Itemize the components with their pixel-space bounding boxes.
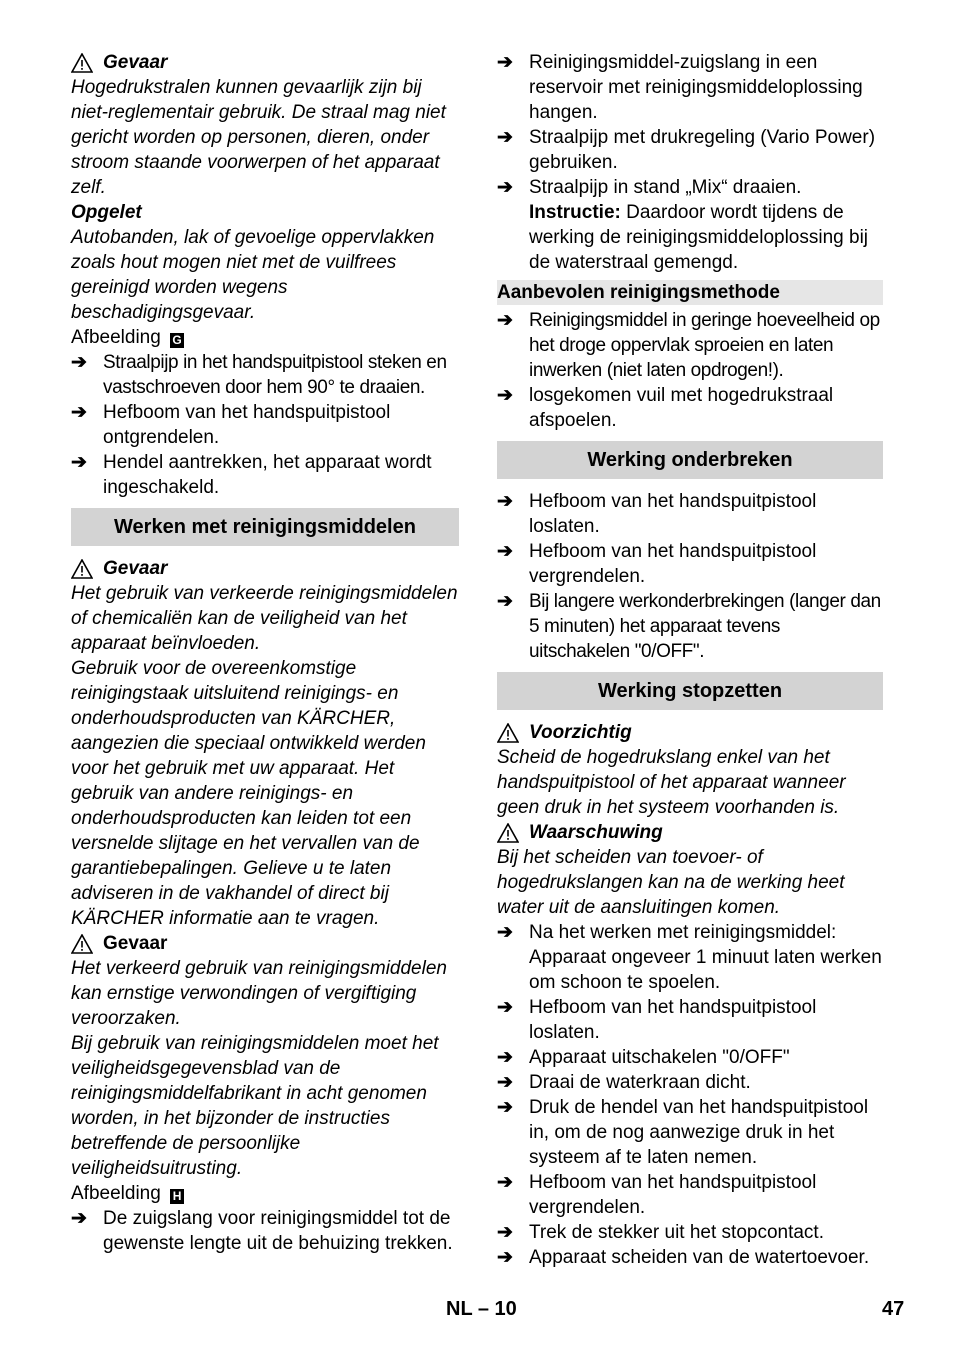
warning-text: Hogedrukstralen kunnen gevaarlijk zijn bij niet-reglementair gebruik. De straal mag niet gericht worden op personen, dieren, onder stroom staande voorwerpen of het apparaat zelf.: [71, 77, 446, 198]
warning-heading: [497, 820, 883, 845]
warning-heading: [71, 556, 459, 581]
figure-reference: [71, 1181, 459, 1206]
list-item: [71, 450, 459, 500]
arrow-right-icon: ➔: [497, 310, 513, 331]
figure-label: Afbeelding: [71, 1183, 161, 1204]
list-item-text: Hefboom van het handspuitpistool vergrendelen.: [529, 1172, 817, 1218]
arrow-right-icon: ➔: [497, 997, 513, 1018]
list-item: [497, 50, 883, 125]
warning-text: Gebruik voor de overeenkomstige reinigingstaak uitsluitend reinigings- en onderhoudsproducten van KÄRCHER, aangezien die speciaal ontwikkeld werden voor het gebruik met uw apparaat. Het gebruik van andere reinigings- en onderhoudsproducten kan leiden tot een versnelde slijtage en het vervallen van de garantiebepalingen. Gelieve u te laten adviseren in de vakhandel of direct bij KÄRCHER informatie aan te vragen.: [71, 658, 426, 929]
list-item-text: Trek de stekker uit het stopcontact.: [529, 1222, 824, 1243]
list-item-text: Straalpijp in het handspuitpistool steken en vastschroeven door hem 90° te draaien.: [103, 352, 447, 398]
section-heading: Werking stopzetten: [497, 672, 883, 710]
arrow-right-icon: ➔: [497, 1047, 513, 1068]
list-item-text: Hefboom van het handspuitpistool loslaten.: [529, 491, 817, 537]
arrow-right-icon: ➔: [497, 127, 513, 148]
list-item: [497, 125, 883, 175]
list-item: [497, 539, 883, 589]
list-item-text: Na het werken met reinigingsmiddel: Apparaat ongeveer 1 minuut laten werken om schoon te spoelen.: [529, 922, 882, 993]
arrow-right-icon: ➔: [497, 541, 513, 562]
list-item: [497, 1045, 883, 1070]
warning-triangle-icon: [497, 823, 519, 843]
subsection-heading: Aanbevolen reinigingsmethode: [497, 280, 883, 305]
instruction-text: Daardoor wordt tijdens de werking de reinigingsmiddeloplossing bij de waterstraal gemengd.: [529, 202, 869, 273]
arrow-right-icon: ➔: [497, 1097, 513, 1118]
warning-triangle-icon: [497, 723, 519, 743]
list-item: [497, 1220, 883, 1245]
figure-letter-g: G: [170, 333, 184, 348]
warning-heading: [497, 720, 883, 745]
caution-text: Autobanden, lak of gevoelige oppervlakken zoals hout mogen niet met de vuilfrees gereinigd worden wegens beschadigingsgevaar.: [71, 227, 435, 323]
list-item: [71, 400, 459, 450]
arrow-right-icon: ➔: [497, 1072, 513, 1093]
list-item-text: Bij langere werkonderbrekingen (langer dan 5 minuten) het apparaat tevens uitschakelen "0/OFF".: [529, 591, 881, 662]
section-heading: Werken met reinigingsmiddelen: [71, 508, 459, 546]
list-item: [497, 1095, 883, 1170]
warning-triangle-icon: [71, 934, 93, 954]
warning-triangle-icon: [71, 53, 93, 73]
arrow-right-icon: ➔: [497, 385, 513, 406]
list-item-text: Hendel aantrekken, het apparaat wordt ingeschakeld.: [103, 452, 432, 498]
warning-text: Bij het scheiden van toevoer- of hogedrukslangen kan na de werking heet water uit de aansluitingen komen.: [497, 847, 845, 918]
arrow-right-icon: ➔: [71, 402, 87, 423]
figure-letter-h: H: [170, 1189, 184, 1204]
arrow-right-icon: ➔: [497, 591, 513, 612]
arrow-right-icon: ➔: [497, 177, 513, 198]
caution-title: Opgelet: [71, 202, 142, 223]
list-item: [497, 920, 883, 995]
list-item: [497, 1170, 883, 1220]
list-item-text: Hefboom van het handspuitpistool ontgrendelen.: [103, 402, 391, 448]
list-item-text: losgekomen vuil met hogedrukstraal afspoelen.: [529, 385, 834, 431]
warning-title: Voorzichtig: [529, 722, 632, 743]
arrow-right-icon: ➔: [497, 1172, 513, 1193]
list-item: [497, 995, 883, 1045]
arrow-right-icon: ➔: [71, 1208, 87, 1229]
list-item-text: Hefboom van het handspuitpistool vergrendelen.: [529, 541, 817, 587]
list-item-text: Reinigingsmiddel in geringe hoeveelheid op het droge oppervlak sproeien en laten inwerken (niet laten opdrogen!).: [529, 310, 880, 381]
list-item-text: Apparaat uitschakelen "0/OFF": [529, 1047, 790, 1068]
arrow-right-icon: ➔: [71, 352, 87, 373]
list-item-text: [529, 175, 883, 275]
arrow-right-icon: ➔: [497, 52, 513, 73]
warning-heading: [71, 50, 459, 75]
warning-title: Gevaar: [103, 52, 168, 73]
warning-text: Scheid de hogedrukslang enkel van het handspuitpistool of het apparaat wanneer geen druk in het systeem voorhanden is.: [497, 747, 846, 818]
arrow-right-icon: ➔: [497, 1222, 513, 1243]
arrow-right-icon: ➔: [497, 1247, 513, 1268]
warning-text: Het gebruik van verkeerde reinigingsmiddelen of chemicaliën kan de veiligheid van het apparaat beïnvloeden.: [71, 583, 458, 654]
list-item: [71, 1206, 459, 1256]
warning-title: Gevaar: [103, 933, 168, 954]
list-item-main-text: Straalpijp in stand „Mix“ draaien.: [529, 177, 802, 198]
left-column: [71, 50, 459, 1256]
list-item-text: Draai de waterkraan dicht.: [529, 1072, 751, 1093]
section-heading: Werking onderbreken: [497, 441, 883, 479]
list-item: [497, 175, 883, 275]
list-item-text: Druk de hendel van het handspuitpistool in, om de nog aanwezige druk in het systeem af te laten nemen.: [529, 1097, 869, 1168]
list-item-text: De zuigslang voor reinigingsmiddel tot de gewenste lengte uit de behuizing trekken.: [103, 1208, 453, 1254]
list-item: [497, 1070, 883, 1095]
warning-title: Gevaar: [103, 558, 168, 579]
list-item-text: Hefboom van het handspuitpistool loslaten.: [529, 997, 817, 1043]
list-item-text: Apparaat scheiden van de watertoevoer.: [529, 1247, 870, 1268]
warning-title: Waarschuwing: [529, 822, 663, 843]
list-item: [497, 383, 883, 433]
list-item: [497, 1245, 883, 1270]
arrow-right-icon: ➔: [71, 452, 87, 473]
arrow-right-icon: ➔: [497, 922, 513, 943]
list-item: [497, 589, 883, 664]
list-item: [497, 308, 883, 383]
list-item: [71, 350, 459, 400]
list-item-text: Reinigingsmiddel-zuigslang in een reservoir met reinigingsmiddeloplossing hangen.: [529, 52, 863, 123]
warning-text: Het verkeerd gebruik van reinigingsmiddelen kan ernstige verwondingen of vergiftiging veroorzaken.: [71, 958, 447, 1029]
figure-label: Afbeelding: [71, 327, 161, 348]
page-number: 47: [882, 1298, 905, 1320]
warning-text: Bij gebruik van reinigingsmiddelen moet het veiligheidsgegevensblad van de reinigingsmiddelfabrikant in acht genomen worden, in het bijzonder de instructies betreffende de persoonlijke veiligheidsuitrusting.: [71, 1033, 439, 1179]
warning-triangle-icon: [71, 559, 93, 579]
warning-heading: [71, 931, 459, 956]
list-item: [497, 489, 883, 539]
arrow-right-icon: ➔: [497, 491, 513, 512]
figure-reference: [71, 325, 459, 350]
list-item-text: Straalpijp met drukregeling (Vario Power) gebruiken.: [529, 127, 876, 173]
page-footer-label: NL – 10: [446, 1298, 517, 1320]
right-column: [497, 50, 883, 1270]
instruction-label: Instructie:: [529, 202, 621, 223]
